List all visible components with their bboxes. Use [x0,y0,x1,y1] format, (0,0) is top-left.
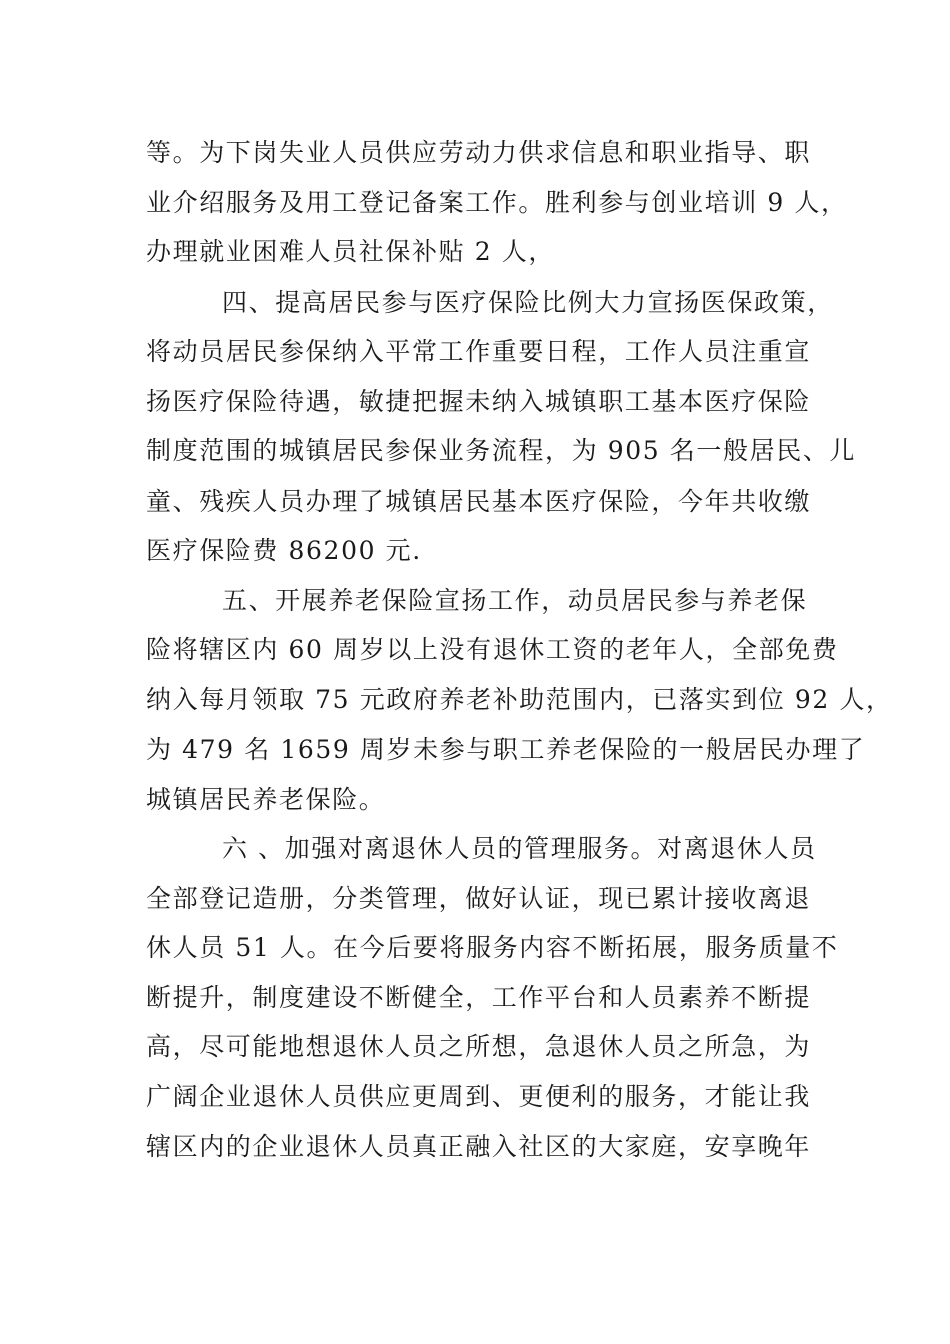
text-line: 纳入每月领取 75 元政府养老补助范围内，已落实到位 92 人， [146,685,893,714]
text-line: 高，尽可能地想退休人员之所想，急退休人员之所急，为 [146,1032,812,1061]
text-line: 扬医疗保险待遇，敏捷把握未纳入城镇职工基本医疗保险 [146,387,812,416]
text-line: 全部登记造册，分类管理，做好认证，现已累计接收离退 [146,884,812,913]
text-line: 城镇居民养老保险。 [146,785,386,814]
text-line: 制度范围的城镇居民参保业务流程，为 905 名一般居民、儿 [146,436,857,465]
text-line: 将动员居民参保纳入平常工作重要日程，工作人员注重宣 [146,337,812,366]
text-line: 办理就业困难人员社保补贴 2 人， [146,237,556,266]
paragraph-heading-4: 四、提高居民参与医疗保险比例大力宣扬医保政策， [222,288,834,317]
text-line: 业介绍服务及用工登记备案工作。胜利参与创业培训 9 人， [146,188,848,217]
text-line: 休人员 51 人。在今后要将服务内容不断拓展，服务质量不 [146,933,839,962]
text-line: 辖区内的企业退休人员真正融入社区的大家庭，安享晚年 [146,1132,812,1161]
text-line: 等。为下岗失业人员供应劳动力供求信息和职业指导、职 [146,138,812,167]
text-line: 断提升，制度建设不断健全，工作平台和人员素养不断提 [146,983,812,1012]
text-line: 险将辖区内 60 周岁以上没有退休工资的老年人，全部免费 [146,635,839,664]
text-line: 为 479 名 1659 周岁未参与职工养老保险的一般居民办理了 [146,735,866,764]
text-line: 医疗保险费 86200 元. [146,536,422,565]
text-line: 童、残疾人员办理了城镇居民基本医疗保险，今年共收缴 [146,487,812,516]
paragraph-heading-5: 五、开展养老保险宣扬工作，动员居民参与养老保 [222,586,808,615]
text-line: 广阔企业退休人员供应更周到、更便利的服务，才能让我 [146,1082,812,1111]
paragraph-heading-6: 六 、加强对离退休人员的管理服务。对离退休人员 [222,834,817,863]
